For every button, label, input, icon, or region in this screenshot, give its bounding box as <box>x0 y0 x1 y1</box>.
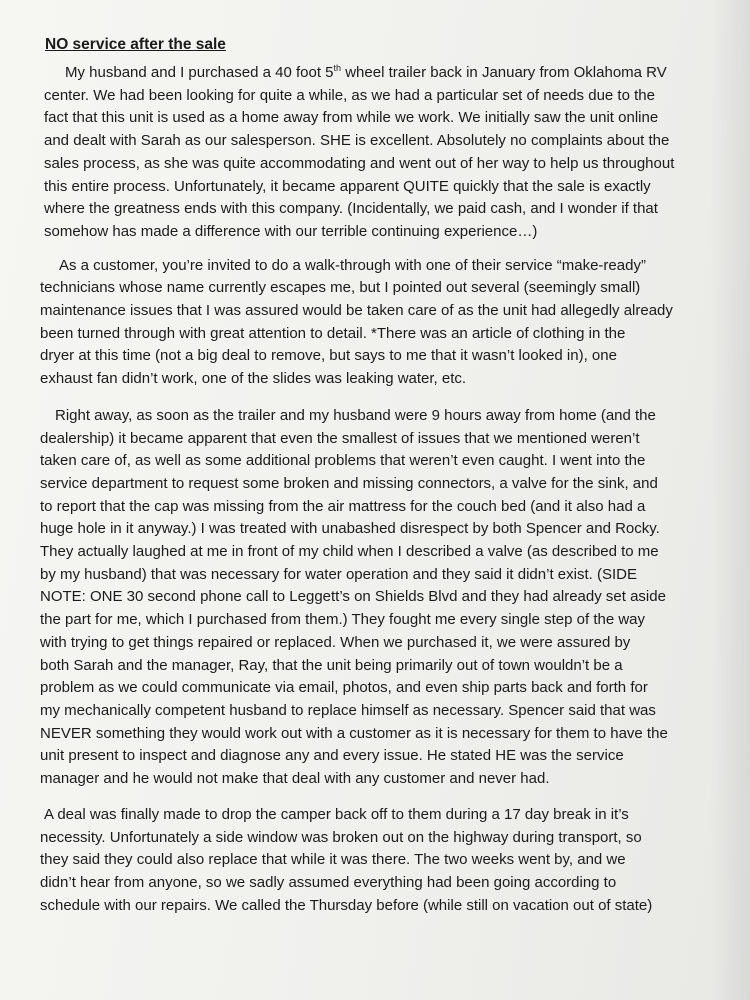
text-line: technicians whose name currently escapes me, but I pointed out several (seemingly small) <box>40 279 641 297</box>
text-line: huge hole in it anyway.) I was treated with unabashed disrespect by both Spencer and Rocky. <box>40 520 660 538</box>
text-line: NOTE: ONE 30 second phone call to Leggett’s on Shields Blvd and they had already set aside <box>40 588 666 606</box>
text-line: they said they could also replace that while it was there. The two weeks went by, and we <box>40 851 626 869</box>
text-line: Right away, as soon as the trailer and my husband were 9 hours away from home (and the <box>55 406 656 424</box>
text-line: maintenance issues that I was assured would be taken care of as the unit had allegedly already <box>40 302 673 320</box>
text-line: fact that this unit is used as a home away from while we work. We initially saw the unit online <box>44 109 659 127</box>
text-line: dealership) it became apparent that even the smallest of issues that we mentioned weren’t <box>40 429 640 447</box>
text-line: sales process, as she was quite accommodating and went out of her way to help us throughout <box>44 154 675 172</box>
text-line: somehow has made a difference with our terrible continuing experience…) <box>44 222 538 240</box>
paragraph-3 <box>40 405 740 791</box>
text-line: both Sarah and the manager, Ray, that the unit being primarily out of town wouldn’t be a <box>40 656 623 674</box>
text-line: NEVER something they would work out with a customer as it is necessary for them to have the <box>40 724 668 742</box>
text-line: this entire process. Unfortunately, it became apparent QUITE quickly that the sale is exactly <box>44 177 651 195</box>
text-line: They actually laughed at me in front of my child when I described a valve (as described to me <box>40 543 659 561</box>
paragraph-1 <box>40 62 740 244</box>
text-line: center. We had been looking for quite a while, as we had a particular set of needs due to the <box>44 86 655 104</box>
text-line: to report that the cap was missing from the air mattress for the couch bed (and it also had a <box>40 497 646 515</box>
document-body <box>40 34 740 929</box>
text-line: with trying to get things repaired or replaced. When we purchased it, we were assured by <box>40 633 631 651</box>
text-line: necessity. Unfortunately a side window was broken out on the highway during transport, so <box>40 828 642 846</box>
text-line: manager and he would not make that deal with any customer and never had. <box>40 770 550 788</box>
text-line: where the greatness ends with this company. (Incidentally, we paid cash, and I wonder if that <box>44 200 658 218</box>
paragraph-4 <box>40 804 740 918</box>
text-line: been turned through with great attention to detail. *There was an article of clothing in the <box>40 324 626 342</box>
text-line: schedule with our repairs. We called the Thursday before (while still on vacation out of state) <box>40 896 653 914</box>
text-line: My husband and I purchased a 40 foot 5th wheel trailer back in January from Oklahoma RV <box>65 63 667 81</box>
text-line: my mechanically competent husband to replace himself as necessary. Spencer said that was <box>40 701 656 719</box>
page-edge-shadow <box>710 0 750 1000</box>
text-line: by my husband) that was necessary for water operation and they said it didn’t exist. (SIDE <box>40 565 637 583</box>
text-line: dryer at this time (not a big deal to remove, but says to me that it wasn’t looked in), one <box>40 347 617 365</box>
text-line: service department to request some broken and missing connectors, a valve for the sink, and <box>40 474 658 492</box>
text-line: and dealt with Sarah as our salesperson. SHE is excellent. Absolutely no complaints about the <box>44 132 670 150</box>
text-line: A deal was finally made to drop the camper back off to them during a 17 day break in it’s <box>44 805 629 823</box>
text-line: exhaust fan didn’t work, one of the slides was leaking water, etc. <box>40 370 467 388</box>
text-line: the part for me, which I purchased from them.) They fought me every single step of the way <box>40 611 646 629</box>
text-line: unit present to inspect and diagnose any and every issue. He stated HE was the service <box>40 747 624 765</box>
text-line: problem as we could communicate via email, photos, and even ship parts back and forth for <box>40 679 648 697</box>
text-line: taken care of, as well as some additional problems that weren’t even caught. I went into the <box>40 452 646 470</box>
text-line: didn’t hear from anyone, so we sadly assumed everything had been going according to <box>40 873 617 891</box>
paragraph-2 <box>40 255 740 391</box>
text-line: As a customer, you’re invited to do a walk-through with one of their service “make-ready” <box>59 256 646 274</box>
document-title: NO service after the sale <box>45 36 226 53</box>
